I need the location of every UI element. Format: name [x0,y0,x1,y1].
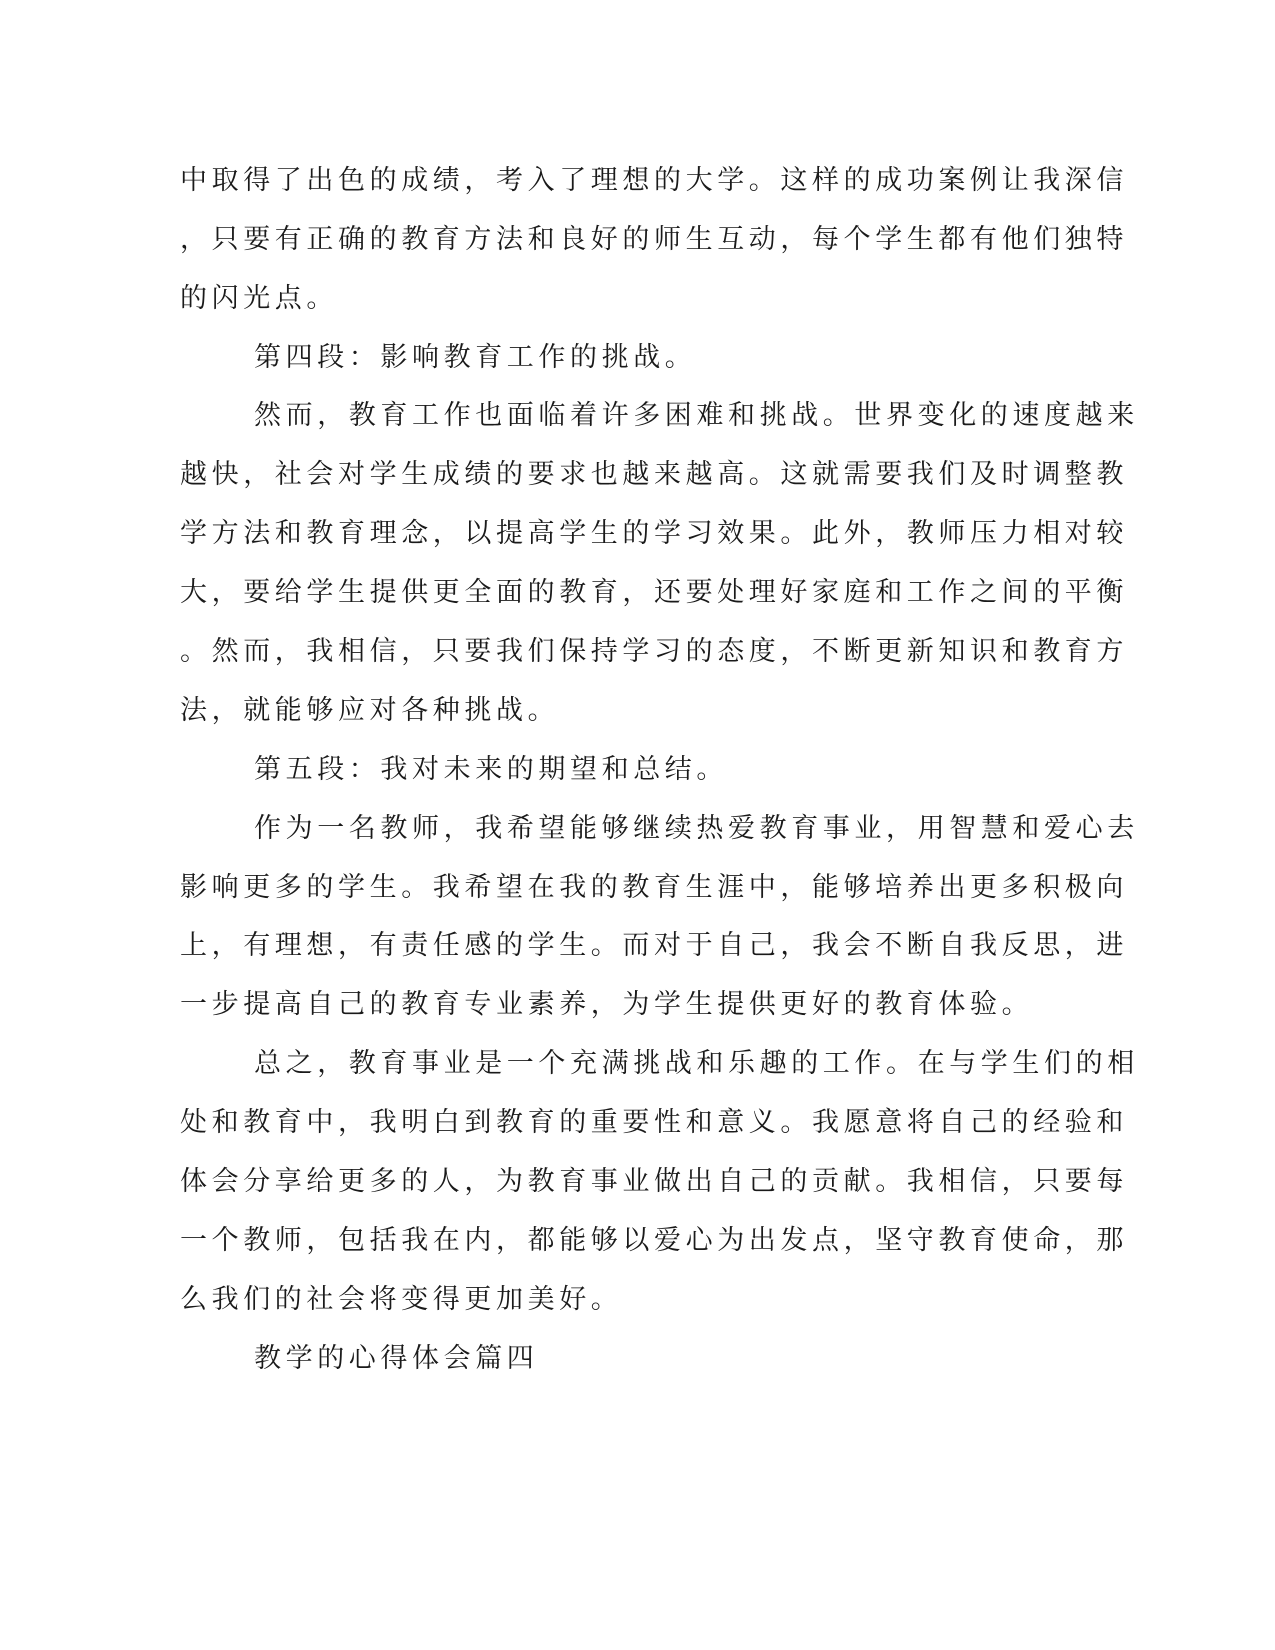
paragraph-line: 处和教育中，我明白到教育的重要性和意义。我愿意将自己的经验和 [180,1107,1128,1138]
paragraph-line: 然而，教育工作也面临着许多困难和挑战。世界变化的速度越来 [254,400,1139,431]
paragraph-line: 总之，教育事业是一个充满挑战和乐趣的工作。在与学生们的相 [254,1048,1139,1079]
paragraph-line: 中取得了出色的成绩，考入了理想的大学。这样的成功案例让我深信 [180,165,1128,196]
paragraph-line: 影响更多的学生。我希望在我的教育生涯中，能够培养出更多积极向 [180,872,1128,903]
paragraph-line: 越快，社会对学生成绩的要求也越来越高。这就需要我们及时调整教 [180,459,1128,490]
section-heading: 第五段：我对未来的期望和总结。 [254,754,728,785]
paragraph-line: 作为一名教师，我希望能够继续热爱教育事业，用智慧和爱心去 [254,813,1139,844]
paragraph-line: ，只要有正确的教育方法和良好的师生互动，每个学生都有他们独特 [180,224,1128,255]
paragraph-line: 的闪光点。 [180,283,338,314]
paragraph-line: 法，就能够应对各种挑战。 [180,695,560,726]
paragraph-line: 体会分享给更多的人，为教育事业做出自己的贡献。我相信，只要每 [180,1166,1128,1197]
paragraph-line: 一步提高自己的教育专业素养，为学生提供更好的教育体验。 [180,989,1034,1020]
paragraph-line: 么我们的社会将变得更加美好。 [180,1284,623,1315]
paragraph-line: 上，有理想，有责任感的学生。而对于自己，我会不断自我反思，进 [180,930,1128,961]
paragraph-line: 。然而，我相信，只要我们保持学习的态度，不断更新知识和教育方 [180,636,1128,667]
section-heading: 第四段：影响教育工作的挑战。 [254,342,697,373]
paragraph-line: 学方法和教育理念，以提高学生的学习效果。此外，教师压力相对较 [180,518,1128,549]
section-heading: 教学的心得体会篇四 [254,1343,539,1374]
paragraph-line: 大，要给学生提供更全面的教育，还要处理好家庭和工作之间的平衡 [180,577,1128,608]
paragraph-line: 一个教师，包括我在内，都能够以爱心为出发点，坚守教育使命，那 [180,1225,1128,1256]
